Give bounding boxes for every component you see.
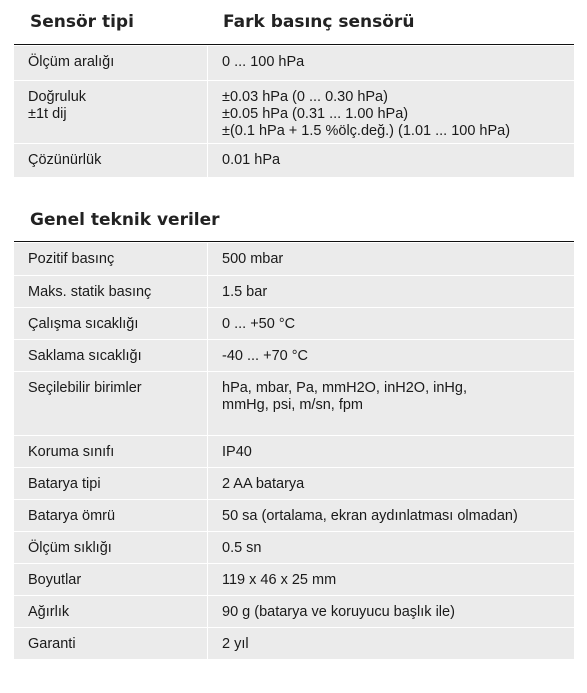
row-value-line: 0 ... +50 °C	[222, 316, 296, 332]
row-value-line: ±(0.1 hPa + 1.5 %ölç.değ.) (1.01 ... 100 hPa)	[222, 123, 511, 139]
sensor-type-value-heading: Fark basınç sensörü	[223, 12, 415, 32]
table-row	[14, 499, 574, 531]
row-value-line: 500 mbar	[222, 251, 284, 267]
table-row	[14, 275, 574, 307]
row-value-line: ±0.05 hPa (0.31 ... 1.00 hPa)	[222, 106, 409, 122]
row-value-line: ±0.03 hPa (0 ... 0.30 hPa)	[222, 89, 388, 105]
row-value	[209, 308, 574, 339]
row-value-line: mmHg, psi, m/sn, fpm	[222, 397, 363, 413]
row-label: Çalışma sıcaklığı	[14, 308, 208, 339]
row-value-line: 1.5 bar	[222, 284, 268, 300]
general-spec-table	[14, 243, 574, 659]
sensor-spec-table	[14, 46, 574, 177]
sensor-header-divider	[14, 44, 574, 45]
row-label: Koruma sınıfı	[14, 436, 208, 467]
row-label: Garanti	[14, 628, 208, 659]
row-label: Batarya ömrü	[14, 500, 208, 531]
row-label: Pozitif basınç	[14, 243, 208, 275]
table-row	[14, 307, 574, 339]
row-value	[209, 372, 574, 435]
row-value	[209, 340, 574, 371]
sensor-type-heading: Sensör tipi	[30, 12, 134, 32]
table-row	[14, 627, 574, 659]
row-value	[209, 500, 574, 531]
table-row	[14, 243, 574, 275]
row-label	[14, 81, 208, 143]
row-value-line: 2 yıl	[222, 636, 249, 652]
sensor-section-header	[14, 4, 574, 40]
row-value-line: 119 x 46 x 25 mm	[222, 572, 337, 588]
table-row	[14, 143, 574, 177]
row-value	[209, 81, 574, 143]
row-value-line: 0.01 hPa	[222, 152, 281, 168]
row-label-line: Doğruluk	[28, 89, 87, 105]
row-value-line: 50 sa (ortalama, ekran aydınlatması olmadan)	[222, 508, 518, 524]
row-label-line: ±1t dij	[28, 106, 67, 122]
row-value	[209, 564, 574, 595]
row-label: Boyutlar	[14, 564, 208, 595]
table-row	[14, 595, 574, 627]
row-value	[209, 628, 574, 659]
table-row	[14, 371, 574, 435]
row-label: Seçilebilir birimler	[14, 372, 208, 435]
row-value	[209, 243, 574, 275]
row-value	[209, 436, 574, 467]
table-row	[14, 46, 574, 80]
table-row	[14, 531, 574, 563]
row-value-line: hPa, mbar, Pa, mmH2O, inH2O, inHg,	[222, 380, 467, 396]
row-label: Ağırlık	[14, 596, 208, 627]
table-row	[14, 80, 574, 143]
row-label: Ölçüm aralığı	[14, 46, 208, 80]
general-header-divider	[14, 241, 574, 242]
row-value-line: 0.5 sn	[222, 540, 262, 556]
row-label: Ölçüm sıklığı	[14, 532, 208, 563]
row-value-line: -40 ... +70 °C	[222, 348, 308, 364]
row-value-line: 2 AA batarya	[222, 476, 305, 492]
table-row	[14, 435, 574, 467]
table-row	[14, 563, 574, 595]
row-value	[209, 468, 574, 499]
row-value	[209, 596, 574, 627]
row-value	[209, 46, 574, 80]
row-value	[209, 276, 574, 307]
row-label: Çözünürlük	[14, 144, 208, 177]
row-label: Saklama sıcaklığı	[14, 340, 208, 371]
row-value-line: IP40	[222, 444, 252, 460]
row-value-line: 90 g (batarya ve koruyucu başlık ile)	[222, 604, 455, 620]
general-section-header	[14, 202, 574, 238]
row-label: Batarya tipi	[14, 468, 208, 499]
table-row	[14, 339, 574, 371]
row-value	[209, 144, 574, 177]
row-value	[209, 532, 574, 563]
row-label: Maks. statik basınç	[14, 276, 208, 307]
row-value-line: 0 ... 100 hPa	[222, 54, 305, 70]
general-data-heading: Genel teknik veriler	[30, 210, 220, 230]
table-row	[14, 467, 574, 499]
